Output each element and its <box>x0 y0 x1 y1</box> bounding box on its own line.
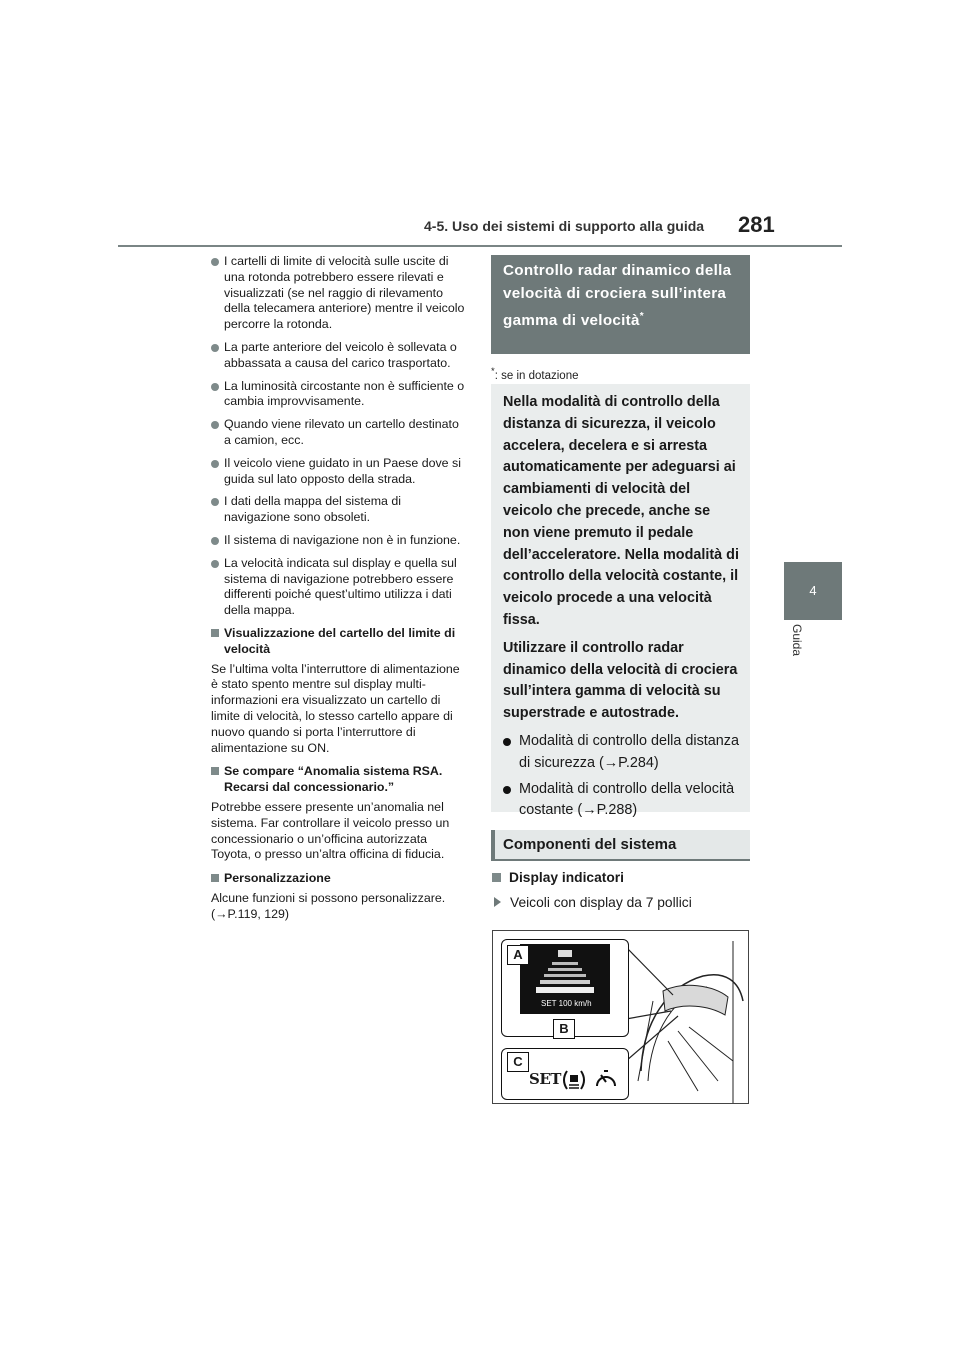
intro-paragraph: Nella modalità di controllo della distanza di sicurezza, il veicolo accelera, decelera e si arresta automaticamente per adeguarsi ai cambiamenti di velocità del veicolo che precede, anche se non viene premuto il pedale dell’acceleratore. Nella modalità di controllo della velocità costante, il veicolo procede a una velocità fissa. <box>503 394 739 628</box>
chapter-label <box>778 624 848 684</box>
list-item-text: La velocità indicata sul display e quella sul sistema di navigazione potrebbero essere differenti poiché quest’ultimo utilizza i dati della mappa. <box>224 555 457 618</box>
display-screen <box>520 944 610 1014</box>
square-bullet-icon <box>211 874 219 882</box>
components-heading: Componenti del sistema <box>491 830 750 861</box>
list-item <box>211 456 469 488</box>
radar-cruise-icon <box>561 1067 587 1091</box>
feature-title: Controllo radar dinamico della velocità di crociera sull’intera gamma di velocità <box>503 262 732 330</box>
bullet-icon <box>211 460 219 468</box>
list-item-text: La parte anteriore del veicolo è sollevata o abbassata a causa del carico trasportato. <box>224 339 457 370</box>
display-heading <box>492 870 624 885</box>
footnote-mark: * <box>491 366 495 377</box>
intro-list-item[interactable] <box>503 779 740 823</box>
lane-graphic-icon <box>520 944 610 1000</box>
section-body: Potrebbe essere presente un’anomalia nel sistema. Far controllare il veicolo presso un concessionario o un’officina autorizzata Toyota, o presso un’altra officina di fiducia. <box>211 799 450 862</box>
feature-title-box <box>491 255 750 354</box>
bullet-icon <box>211 537 219 545</box>
display-heading-text: Display indicatori <box>509 870 625 885</box>
list-item <box>211 417 469 449</box>
left-column <box>211 254 469 930</box>
section-heading-text: Se compare “Anomalia sistema RSA. Recarsi dal concessionario.” <box>224 764 443 795</box>
list-item-text: I dati della mappa del sistema di navigazione sono obsoleti. <box>224 494 402 525</box>
chapter-label-text: Guida <box>790 624 804 657</box>
list-item <box>211 379 469 411</box>
bullet-icon <box>211 383 219 391</box>
list-item-text: La luminosità circostante non è sufficiente o cambia improvvisamente. <box>224 378 465 409</box>
chapter-tab[interactable]: 4 <box>784 562 842 620</box>
bullet-icon <box>211 421 219 429</box>
section-heading-text: Visualizzazione del cartello del limite di velocità <box>224 625 456 656</box>
intro-list-text: Modalità di controllo della distanza di sicurezza (→P.284) <box>519 732 739 771</box>
bullet-icon <box>211 498 219 506</box>
intro-list-item[interactable] <box>503 731 740 775</box>
intro-box <box>491 384 750 819</box>
instrument-figure <box>492 930 749 1104</box>
section-heading <box>211 626 469 658</box>
list-item-text: Il sistema di navigazione non è in funzione. <box>224 532 461 547</box>
square-bullet-icon <box>211 767 219 775</box>
list-item <box>211 340 469 372</box>
set-indicator: SET <box>529 1070 561 1088</box>
header-rule <box>118 245 842 247</box>
square-bullet-icon <box>492 873 501 882</box>
list-item <box>211 533 469 549</box>
label-a: A <box>507 945 529 965</box>
intro-paragraph: Utilizzare il controllo radar dinamico della velocità di crociera sull’intera gamma di velocità su superstrade e autostrade. <box>503 639 738 722</box>
section-body: Se l’ultima volta l’interruttore di alimentazione è stato spento mentre sul display multi-informazioni era visualizzato un cartello di limite di velocità, lo stesso cartello appare di nuovo quando si porta l’interruttore di alimentazione su ON. <box>211 661 460 755</box>
bullet-icon <box>503 786 511 794</box>
intro-list-text: Modalità di controllo della velocità costante (→P.288) <box>519 780 735 819</box>
triangle-bullet-icon <box>494 897 501 907</box>
bullet-icon <box>503 738 511 746</box>
bullet-icon <box>211 258 219 266</box>
section-heading <box>211 764 469 796</box>
page-number: 281 <box>738 212 775 237</box>
vehicle-line <box>492 895 692 910</box>
bullet-icon <box>211 344 219 352</box>
title-footnote-mark: * <box>639 311 644 322</box>
cruise-control-icon <box>594 1068 618 1092</box>
list-item-text: Il veicolo viene guidato in un Paese dove si guida sul lato opposto della strada. <box>224 455 461 486</box>
footnote <box>491 366 579 382</box>
section-body: Alcune funzioni si possono personalizzare. (→P.119, 129) <box>211 890 446 921</box>
list-item-text: Quando viene rilevato un cartello destinato a camion, ecc. <box>224 417 459 447</box>
bullet-icon <box>211 560 219 568</box>
footnote-text: : se in dotazione <box>494 369 579 382</box>
vehicle-line-text: Veicoli con display da 7 pollici <box>510 895 692 910</box>
section-heading-text: Personalizzazione <box>224 871 331 886</box>
list-item <box>211 254 469 333</box>
section-heading <box>211 871 469 887</box>
list-item <box>211 556 469 619</box>
header-title: 4-5. Uso dei sistemi di supporto alla guida <box>424 218 705 234</box>
list-item <box>211 494 469 526</box>
screen-set-readout: SET 100 km/h <box>541 999 592 1008</box>
list-item-text: I cartelli di limite di velocità sulle uscite di una rotonda potrebbero essere rilevati e visualizzati (se nel raggio di rilevamento della telecamera anteriore) mentre il veicolo percorre la rotonda. <box>224 254 465 332</box>
square-bullet-icon <box>211 629 219 637</box>
label-c: C <box>507 1052 529 1072</box>
label-b: B <box>553 1019 575 1039</box>
